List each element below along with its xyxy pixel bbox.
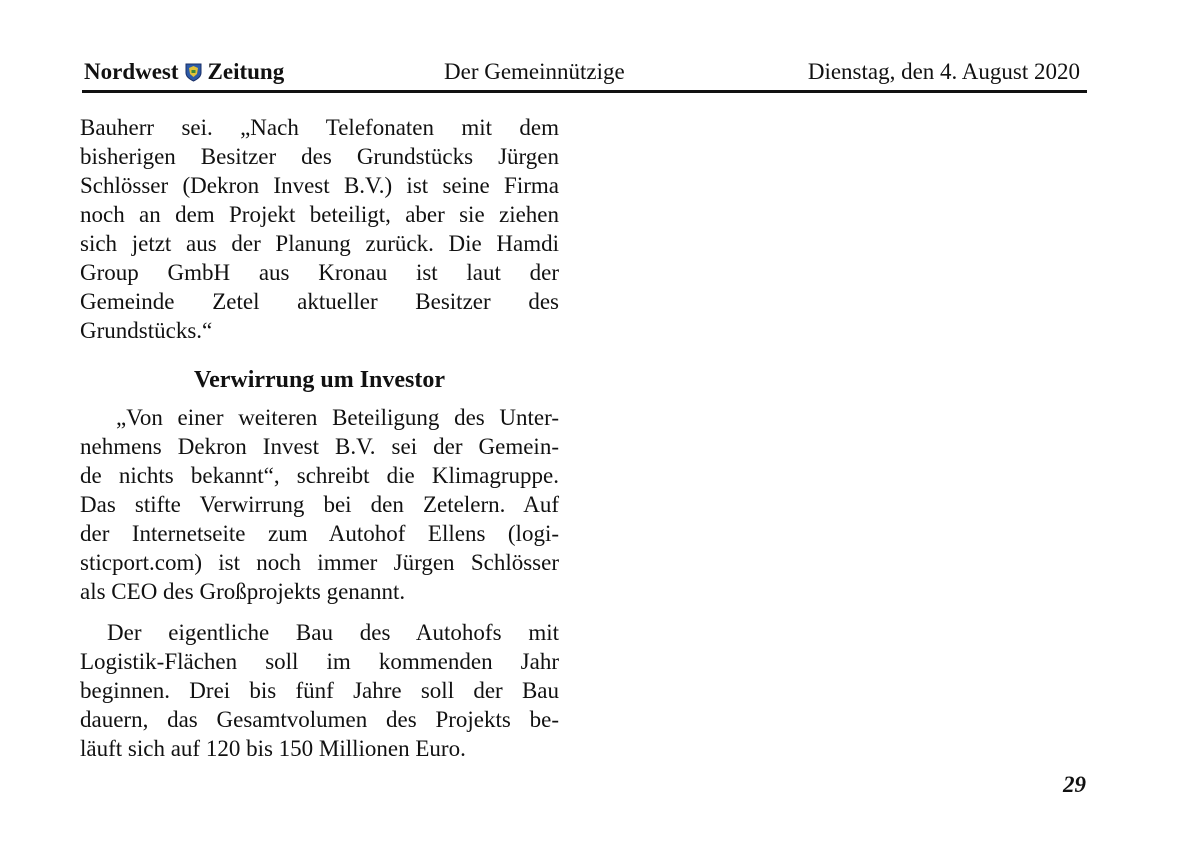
coat-of-arms-icon bbox=[185, 63, 202, 82]
text-line: dauern, das Gesamtvolumen des Projekts be- bbox=[80, 707, 559, 732]
text-line: nehmens Dekron Invest B.V. sei der Gemein- bbox=[80, 434, 559, 459]
text-line: Bauherr sei. „Nach Telefonaten mit dem bbox=[80, 115, 559, 140]
article-column bbox=[80, 113, 559, 763]
text-line: bisherigen Besitzer des Grundstücks Jürgen bbox=[80, 144, 559, 169]
masthead-left: Nordwest bbox=[84, 59, 179, 84]
text-line: beginnen. Drei bis fünf Jahre soll der Bau bbox=[80, 678, 559, 703]
section-title: Der Gemeinnützige bbox=[444, 59, 625, 84]
text-line: Das stifte Verwirrung bei den Zetelern. Auf bbox=[80, 492, 559, 517]
text-line: „Von einer weiteren Beteiligung des Unter- bbox=[116, 405, 559, 430]
page-number: 29 bbox=[1063, 772, 1086, 797]
header-rule bbox=[82, 90, 1087, 93]
text-line: sticport.com) ist noch immer Jürgen Schlösser bbox=[80, 550, 559, 575]
article-subheading: Verwirrung um Investor bbox=[193, 367, 446, 393]
paragraph-1 bbox=[80, 113, 559, 345]
text-line: Gemeinde Zetel aktueller Besitzer des bbox=[80, 289, 559, 314]
masthead-right: Zeitung bbox=[207, 59, 285, 84]
text-line: läuft sich auf 120 bis 150 Millionen Euro. bbox=[80, 736, 466, 761]
text-line: noch an dem Projekt beteiligt, aber sie ziehen bbox=[80, 202, 559, 227]
page-header bbox=[84, 58, 1086, 86]
text-line: Grundstücks.“ bbox=[80, 318, 213, 343]
newspaper-masthead bbox=[84, 58, 284, 86]
text-line: der Internetseite zum Autohof Ellens (logi- bbox=[80, 521, 559, 546]
text-line: Logistik-Flächen soll im kommenden Jahr bbox=[80, 649, 559, 674]
text-line: Group GmbH aus Kronau ist laut der bbox=[80, 260, 559, 285]
issue-date: Dienstag, den 4. August 2020 bbox=[807, 59, 1080, 84]
text-line: als CEO des Großprojekts genannt. bbox=[80, 579, 406, 604]
text-line: sich jetzt aus der Planung zurück. Die Hamdi bbox=[80, 231, 559, 256]
text-line: Schlösser (Dekron Invest B.V.) ist seine Firma bbox=[80, 173, 559, 198]
paragraph-2 bbox=[80, 403, 559, 606]
text-line: Der eigentliche Bau des Autohofs mit bbox=[107, 620, 559, 645]
text-line: de nichts bekannt“, schreibt die Klimagruppe. bbox=[80, 463, 559, 488]
paragraph-3 bbox=[80, 618, 559, 763]
